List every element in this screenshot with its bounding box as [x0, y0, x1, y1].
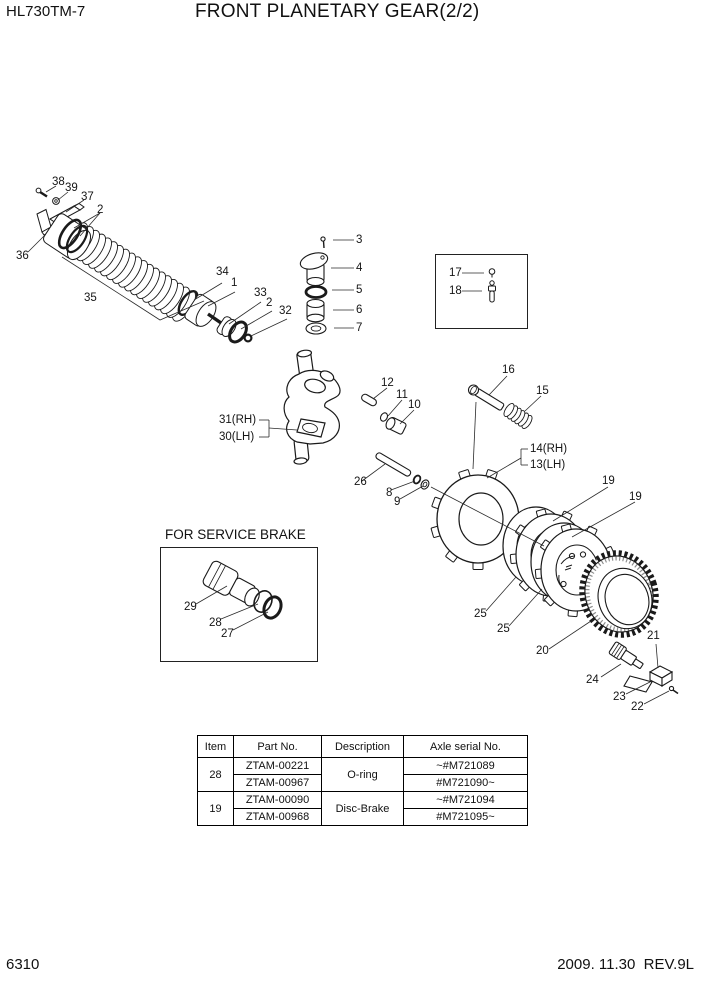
part-no-cell: ZTAM-00090 — [234, 792, 322, 809]
callout-22: 22 — [631, 701, 644, 713]
part-no-cell: ZTAM-00968 — [234, 809, 322, 826]
callout-26: 26 — [354, 476, 367, 488]
ring-32 — [245, 335, 252, 342]
service-brake-title: FOR SERVICE BRAKE — [165, 527, 306, 542]
callout-36: 36 — [16, 250, 29, 262]
nut-17 — [489, 269, 495, 275]
spring-15 — [502, 402, 534, 430]
part-no-cell: ZTAM-00221 — [234, 758, 322, 775]
callout-10: 10 — [408, 399, 421, 411]
col-item: Item — [198, 736, 234, 758]
page-title: FRONT PLANETARY GEAR(2/2) — [195, 1, 480, 22]
callout-19: 19 — [629, 491, 642, 503]
fitting-parts — [489, 269, 496, 302]
description-cell: Disc-Brake — [322, 792, 404, 826]
callout-27: 27 — [221, 628, 234, 640]
service-brake-parts — [201, 560, 284, 621]
callout-29: 29 — [184, 601, 197, 613]
callout-14rh: 14(RH) — [530, 443, 568, 455]
washer-39 — [53, 198, 60, 205]
screw-22 — [669, 686, 673, 690]
serial-cell: #M721090~ — [404, 775, 528, 792]
callout-30lh: 30(LH) — [219, 431, 255, 443]
ring-8 — [412, 474, 421, 484]
callout-2: 2 — [97, 204, 104, 216]
callout-2: 2 — [266, 297, 273, 309]
table-header-row — [198, 736, 528, 758]
fitting-18 — [490, 281, 494, 285]
callout-11: 11 — [396, 389, 408, 401]
washer-7 — [306, 323, 326, 334]
o-ring-27 — [261, 594, 285, 621]
footer-revision: 2009. 11.30 REV.9L — [557, 956, 694, 973]
callout-20: 20 — [536, 645, 549, 657]
breather-parts — [298, 237, 329, 334]
callout-1: 1 — [231, 277, 238, 289]
callout-12: 12 — [381, 377, 394, 389]
pin-12 — [360, 393, 377, 407]
callout-28: 28 — [209, 617, 222, 629]
col-axle-serial: Axle serial No. — [404, 736, 528, 758]
callout-4: 4 — [356, 262, 363, 274]
callout-8: 8 — [386, 487, 393, 499]
callout-18: 18 — [449, 285, 462, 297]
callout-7: 7 — [356, 322, 363, 334]
callout-23: 23 — [613, 691, 626, 703]
callout-25: 25 — [474, 608, 487, 620]
part-no-cell: ZTAM-00967 — [234, 775, 322, 792]
callout-38: 38 — [52, 176, 65, 188]
callout-6: 6 — [356, 304, 363, 316]
callout-39: 39 — [65, 182, 78, 194]
callout-24: 24 — [586, 674, 599, 686]
item-cell: 28 — [198, 758, 234, 792]
callout-5: 5 — [356, 284, 363, 296]
callout-32: 32 — [279, 305, 292, 317]
header-model: HL730TM-7 — [6, 3, 86, 20]
planet-carrier — [284, 349, 340, 464]
callout-9: 9 — [394, 496, 401, 508]
callout-35: 35 — [84, 292, 97, 304]
footer-page-number: 6310 — [6, 956, 40, 973]
callout-16: 16 — [502, 364, 515, 376]
callout-3: 3 — [356, 234, 363, 246]
table-row — [198, 792, 528, 809]
screw-3 — [321, 237, 325, 241]
ring-9 — [419, 479, 430, 491]
callout-34: 34 — [216, 266, 229, 278]
serial-cell: ~#M721089 — [404, 758, 528, 775]
rod-26 — [375, 452, 412, 477]
callout-37: 37 — [81, 191, 94, 203]
callout-13lh: 13(LH) — [530, 459, 566, 471]
callout-15: 15 — [536, 385, 549, 397]
col-description: Description — [322, 736, 404, 758]
description-cell: O-ring — [322, 758, 404, 792]
callout-25: 25 — [497, 623, 510, 635]
serial-cell: #M721095~ — [404, 809, 528, 826]
plate-23 — [624, 676, 652, 692]
bolt-and-spring — [469, 385, 535, 430]
callout-19: 19 — [602, 475, 615, 487]
callout-21: 21 — [647, 630, 660, 642]
screw-38 — [36, 188, 41, 193]
callout-17: 17 — [449, 267, 462, 279]
o-ring-5 — [306, 287, 326, 298]
item-cell: 19 — [198, 792, 234, 826]
callout-31rh: 31(RH) — [219, 414, 257, 426]
rod-and-rings — [375, 452, 431, 491]
callout-33: 33 — [254, 287, 267, 299]
table-row — [198, 758, 528, 775]
col-part-no: Part No. — [234, 736, 322, 758]
serial-cell: ~#M721094 — [404, 792, 528, 809]
parts-table — [197, 735, 528, 826]
